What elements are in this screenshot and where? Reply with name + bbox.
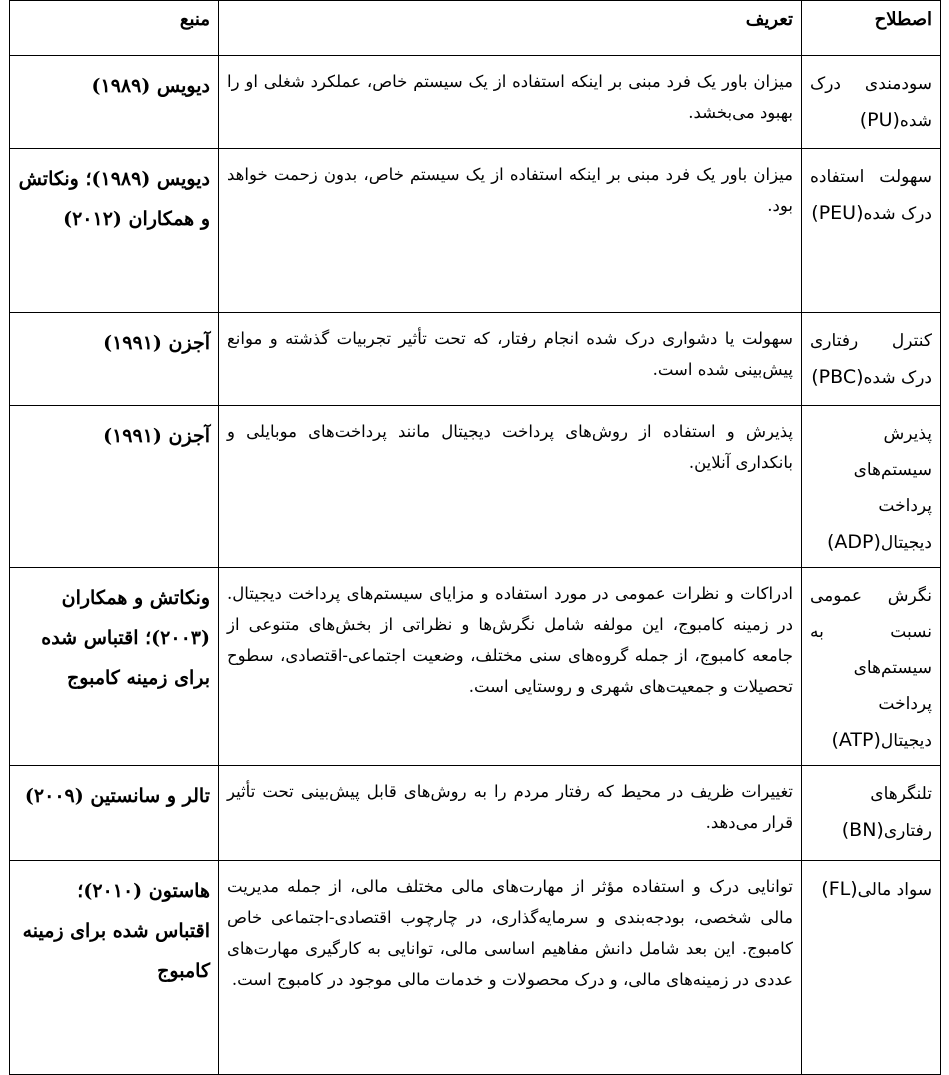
table-row [10, 568, 941, 766]
term-cell [802, 766, 941, 861]
definition-cell: سهولت یا دشواری درک شده انجام رفتار، که تحت تأثیر تجربیات گذشته و موانع پیش‌بینی شده است. [219, 313, 802, 406]
term-text: سهولت استفاده درک شده [810, 167, 932, 224]
definitions-table [9, 0, 941, 1075]
term-abbr: (ATP) [831, 729, 881, 751]
definition-cell: ادراکات و نظرات عمومی در مورد استفاده و مزایای سیستم‌های پرداخت دیجیتال. در زمینه کامبوج، این مولفه شامل نگرش‌ها و نظراتی از بخش‌های متنوعی از جامعه کامبوج، از جمله گروه‌های سنی مختلف، وضعیت اجتماعی-اقتصادی، سطوح تحصیلات و جمعیت‌های شهری و روستایی است. [219, 568, 802, 766]
term-text: تلنگرهای رفتاری [870, 784, 932, 841]
definition-cell: پذیرش و استفاده از روش‌های پرداخت دیجیتال مانند پرداخت‌های موبایلی و بانکداری آنلاین. [219, 406, 802, 568]
term-abbr: (ADP) [826, 531, 881, 553]
term-abbr: (FL) [821, 878, 858, 900]
term-text: کنترل رفتاری درک شده [810, 331, 932, 388]
table-row [10, 149, 941, 313]
term-cell [802, 406, 941, 568]
definition-cell: میزان باور یک فرد مبنی بر اینکه استفاده از یک سیستم خاص، بدون زحمت خواهد بود. [219, 149, 802, 313]
header-definition: تعریف [219, 1, 802, 56]
term-abbr: (PU) [859, 109, 900, 131]
term-abbr: (PEU) [811, 202, 864, 224]
source-cell: ونکاتش و همکاران (۲۰۰۳)؛ اقتباس شده برای زمینه کامبوج [10, 568, 219, 766]
table-row [10, 861, 941, 1075]
source-cell: آجزن (۱۹۹۱) [10, 406, 219, 568]
definition-cell: توانایی درک و استفاده مؤثر از مهارت‌های مالی مختلف مالی، از جمله مدیریت مالی شخصی، بودجه‌بندی و سرمایه‌گذاری، در چارچوب اقتصادی-اجتماعی خاص کامبوج. این بعد شامل دانش مفاهیم اساسی مالی، توانایی به کارگیری مهارت‌های عددی در زمینه‌های مالی، و درک محصولات و خدمات مالی موجود در کامبوج است. [219, 861, 802, 1075]
header-term: اصطلاح [802, 1, 941, 56]
header-source: منبع [10, 1, 219, 56]
source-cell: تالر و سانستین (۲۰۰۹) [10, 766, 219, 861]
term-abbr: (BN) [841, 819, 884, 841]
term-cell [802, 313, 941, 406]
source-cell: دیویس (۱۹۸۹) [10, 56, 219, 149]
source-cell: هاستون (۲۰۱۰)؛ اقتباس شده برای زمینه کامبوج [10, 861, 219, 1075]
table-row [10, 766, 941, 861]
source-cell: آجزن (۱۹۹۱) [10, 313, 219, 406]
term-cell [802, 56, 941, 149]
source-cell: دیویس (۱۹۸۹)؛ ونکاتش و همکاران (۲۰۱۲) [10, 149, 219, 313]
term-cell [802, 149, 941, 313]
term-cell [802, 861, 941, 1075]
table-row [10, 313, 941, 406]
table-row [10, 56, 941, 149]
term-text: سودمندی درک شده [810, 74, 932, 131]
table-row [10, 406, 941, 568]
header-row [10, 1, 941, 56]
definition-cell: تغییرات ظریف در محیط که رفتار مردم را به روش‌های قابل پیش‌بینی تحت تأثیر قرار می‌دهد. [219, 766, 802, 861]
term-text: سواد مالی [857, 880, 932, 900]
term-text: پذیرش سیستم‌های پرداخت دیجیتال [853, 424, 932, 553]
term-text: نگرش عمومی نسبت به سیستم‌های پرداخت دیجیتال [810, 586, 932, 751]
term-abbr: (PBC) [811, 366, 864, 388]
definition-cell: میزان باور یک فرد مبنی بر اینکه استفاده از یک سیستم خاص، عملکرد شغلی او را بهبود می‌بخشد. [219, 56, 802, 149]
term-cell [802, 568, 941, 766]
